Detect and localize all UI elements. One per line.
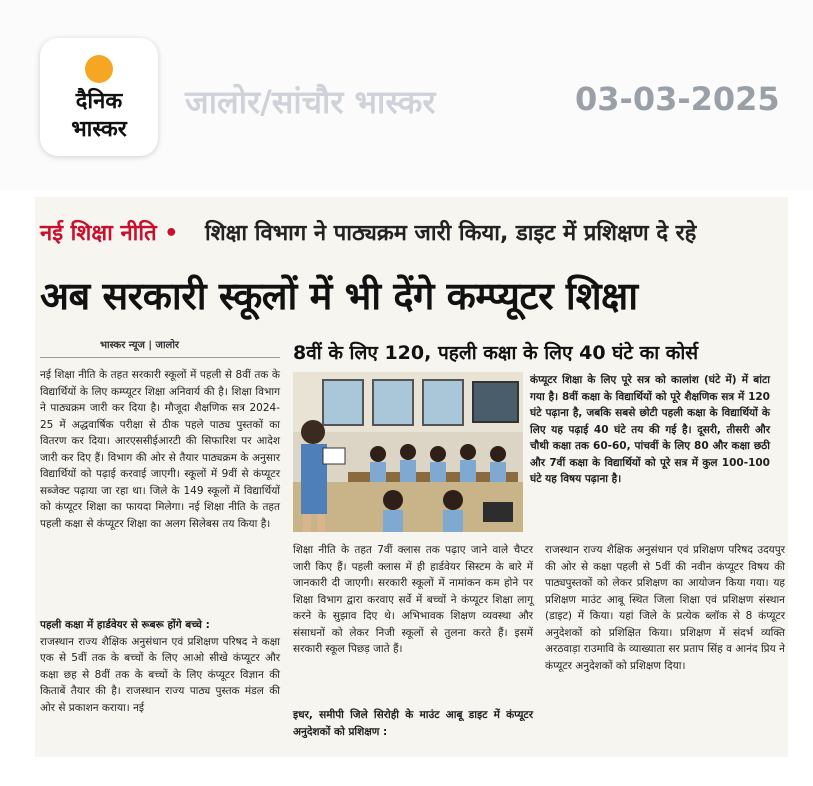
edition-date: 03-03-2025 [575,80,780,118]
newspaper-clipping[interactable] [35,197,788,757]
classroom-illustration [293,372,523,532]
sun-icon [85,55,113,83]
column-2-text: शिक्षा नीति के तहत 7वीं क्लास तक पढ़ाए जाने वाले चैप्टर जारी किए हैं। पहली क्लास में ही हार्डवेयर सिस्टम के बारे में जानकारी दी जाएगी। सरकारी स्कूलों में नामांकन कम होने पर शिक्षा विभाग द्वारा करवाए सर्वे में बच्चों ने कंप्यूटर शिक्षा लागू करने के सुझाव दिए थे। अभिभावक शिक्षण व्यवस्था और संसाधनों को लेकर निजी स्कूलों से तुलना करते हैं। इसमें सरकारी स्कूल पिछड़ जाते हैं। [293,544,533,655]
logo-line-2: भास्कर [71,117,127,142]
article-headline: अब सरकारी स्कूलों में भी देंगे कम्प्यूटर शिक्षा [40,274,638,318]
column-1 [40,367,280,532]
column-1-subhead: पहली कक्षा में हार्डवेयर से रूबरू होंगे बच्चे : [40,619,210,631]
article-subhead: 8वीं के लिए 120, पहली कक्षा के लिए 40 घंटे का कोर्स [293,342,699,364]
column-2-subhead [293,707,533,740]
column-1-text: नई शिक्षा नीति के तहत सरकारी स्कूलों में पहली से 8वीं तक के विद्यार्थियों के लिए कम्प्यूटर शिक्षा अनिवार्य की है। शिक्षा विभाग ने पाठ्यक्रम जारी कर दिया है। मौजूदा शैक्षणिक सत्र 2024-25 में अद्धवार्षिक परीक्षा से ठीक पहले पाठ्य पुस्तकों का वितरण कर दिया। आरएससीईआरटी की सिफारिश पर आदेश जारी कर दिए हैं। विभाग की ओर से तैयार पाठ्यक्रम के अनुसार विद्यार्थियों को पढ़ाई करवाई जाएगी। स्कूलों में 9वीं से कंप्यूटर सब्जेक्ट पढ़ाया जा रहा था। जिले के 149 स्कूलों में विद्यार्थियों को कंप्यूटर शिक्षा का फायदा मिलेगा। नई शिक्षा नीति के तहत पहली कक्षा से कंप्यूटर शिक्षा का अलग सिलेबस तय किया है। [40,369,280,530]
article-kicker-sub: शिक्षा विभाग ने पाठ्यक्रम जारी किया, डाइट में प्रशिक्षण दे रहे [205,221,697,246]
dainik-bhaskar-logo[interactable] [40,38,158,156]
clip-top-strip [35,197,788,211]
info-box-text: कंप्यूटर शिक्षा के लिए पूरे सत्र को कालांश (घंटे में) में बांटा गया है। 8वीं कक्षा के विद्यार्थियों को पूरे शैक्षणिक सत्र में 120 घंटे पढ़ाना है, जबकि सबसे छोटी पहली कक्षा के विद्यार्थियों के लिए यह पढ़ाई 40 घंटे तय की गई है। दूसरी, तीसरी और चौथी कक्षा तक 60-60, पांचवीं के लिए 80 और कक्षा छठी और 7वीं कक्षा के विद्यार्थियों को पूरे सत्र में कुल 100-100 घंटे यह विषय पढ़ाना है। [530,374,770,485]
column-3-text: राजस्थान राज्य शैक्षिक अनुसंधान एवं प्रशिक्षण परिषद उदयपुर की ओर से कक्षा पहली से 5वीं की नवीन कंप्यूटर विषय की पाठ्यपुस्तकों को लेकर प्रशिक्षण का आयोजन किया गया। यह प्रशिक्षण माउंट आबू स्थित जिला शिक्षा एवं प्रशिक्षण संस्थान (डाइट) में किया। यहां जिले के प्रत्येक ब्लॉक से 8 कंप्यूटर अनुदेशकों को प्रशिक्षित किया। प्रशिक्षण में संदर्भ व्यक्ति अरठवाड़ा राउमावि के व्याख्याता सर प्रताप सिंह व आनंद प्रिय ने कंप्यूटर अनुदेशकों को प्रशिक्षण दिया। [545,544,785,672]
adjacent-article-edge [790,210,813,760]
app-header [0,0,813,190]
article-kicker: नई शिक्षा नीति • [40,221,179,246]
column-1-cont-text: राजस्थान राज्य शैक्षिक अनुसंधान एवं प्रशिक्षण परिषद ने कक्षा एक से 5वीं तक के बच्चों के लिए आओ सीखे कंप्यूटर और कक्षा छह से 8वीं तक के बच्चों के लिए कंप्यूटर विज्ञान की किताबें तैयार की है। राजस्थान राज्य पाठ्य पुस्तक मंडल की ओर से प्रकाशन कराया। नई [40,635,280,714]
info-box [530,372,770,488]
column-1-continued [40,617,280,716]
column-2-subhead-text: इधर, समीपी जिले सिरोही के माउंट आबू डाइट में कंप्यूटर अनुदेशकों को प्रशिक्षण : [293,709,533,738]
column-3 [545,542,785,674]
column-2 [293,542,533,658]
edition-title: जालोर/सांचौर भास्कर [185,83,436,121]
article-byline: भास्कर न्यूज | जालोर [100,340,180,351]
logo-line-1: दैनिक [75,89,123,114]
divider [40,357,280,358]
